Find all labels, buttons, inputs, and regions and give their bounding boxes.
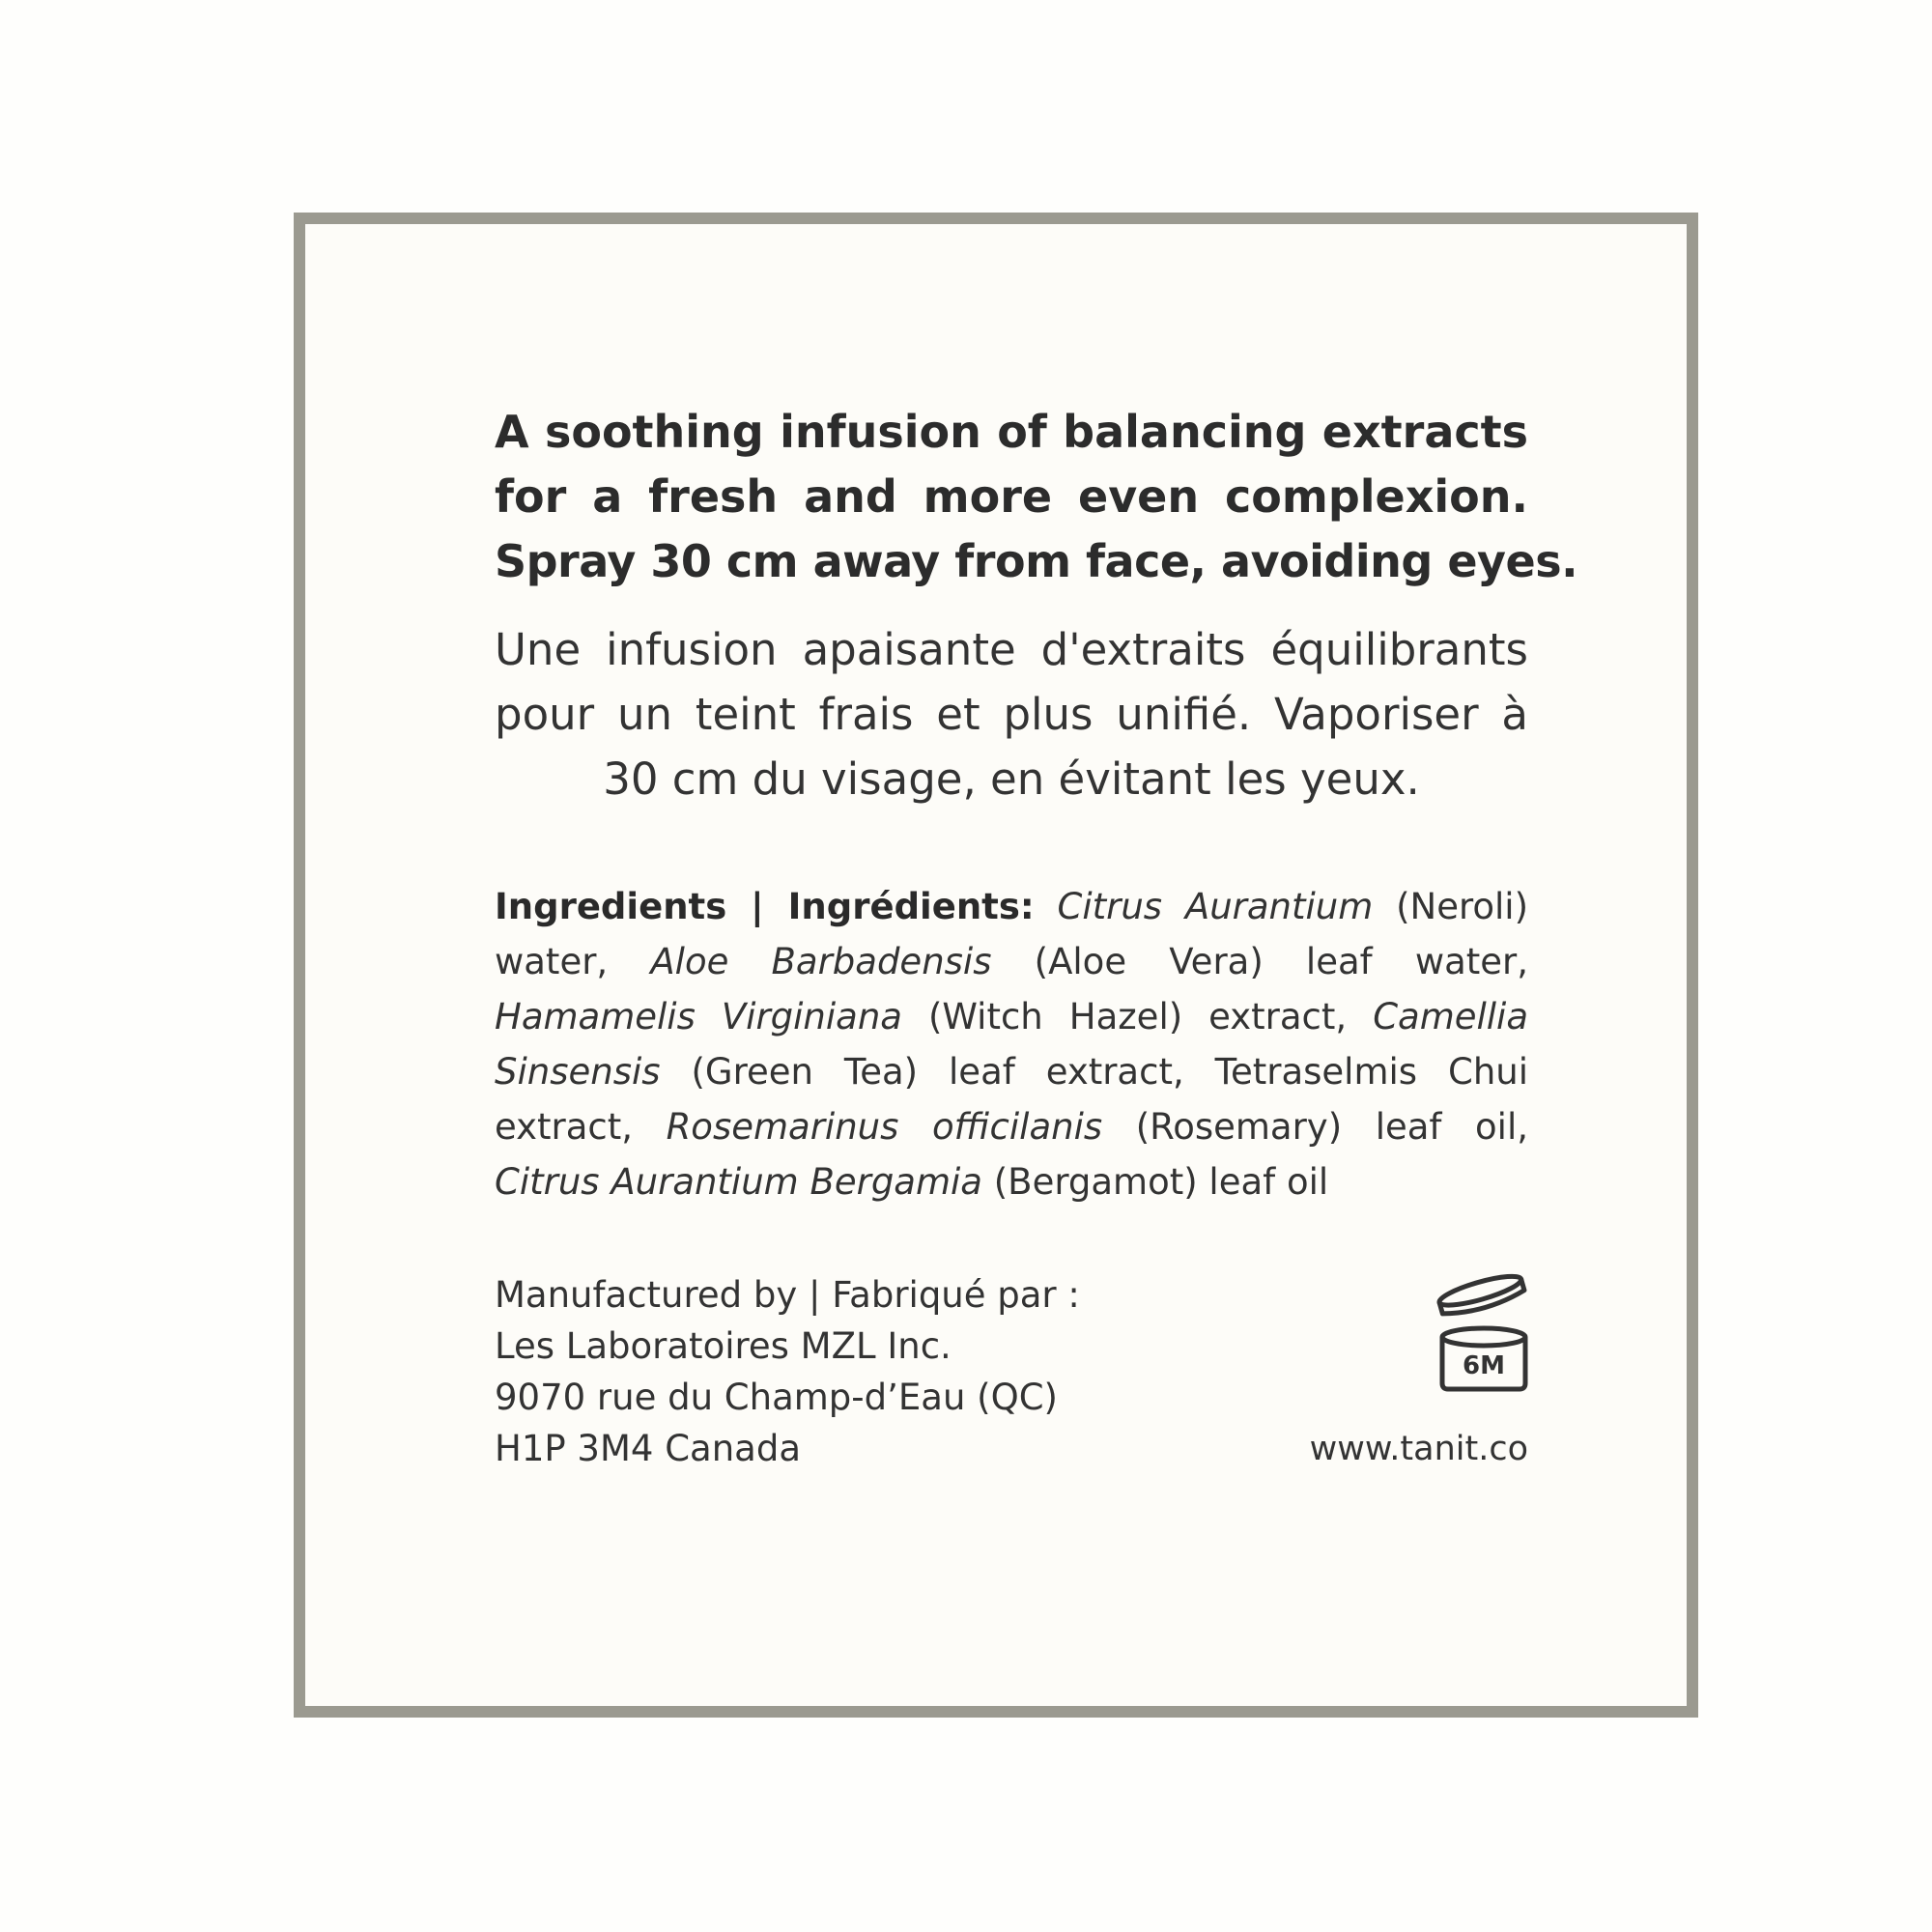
ingredient-common-name: (Neroli) bbox=[1396, 886, 1529, 927]
description-french bbox=[495, 617, 1528, 811]
ingredient-common-name: (Rosemary) leaf oil, bbox=[1135, 1106, 1528, 1148]
website-link[interactable]: www.tanit.co bbox=[1309, 1430, 1528, 1468]
description-english bbox=[495, 400, 1578, 594]
label-content bbox=[495, 400, 1578, 1209]
pao-period-label: 6M bbox=[1463, 1351, 1505, 1380]
ingredients-list bbox=[495, 879, 1528, 1209]
ingredient-text: extract, bbox=[495, 1106, 634, 1148]
ingredient-common-name: (Aloe Vera) leaf water, bbox=[1034, 941, 1529, 982]
manufacturer-street: 9070 rue du Champ-d’Eau (QC) bbox=[495, 1377, 1058, 1418]
manufacturer-block bbox=[495, 1269, 1080, 1474]
label-footer bbox=[495, 1269, 1528, 1492]
ingredient-common-name: (Witch Hazel) extract, bbox=[927, 996, 1348, 1037]
ingredient-latin-name: Citrus Aurantium bbox=[1057, 886, 1374, 927]
description-french-line-2: pour un teint frais et plus unifié. Vaporiser à bbox=[495, 689, 1528, 740]
ingredients-row bbox=[495, 934, 1528, 989]
description-english-line-3: Spray 30 cm away from face, avoiding eyes. bbox=[495, 535, 1578, 587]
ingredient-latin-name: Sinsensis bbox=[495, 1051, 661, 1093]
ingredient-text: water, bbox=[495, 941, 609, 982]
ingredients-row bbox=[495, 1099, 1528, 1154]
ingredients-heading: Ingredients | Ingrédients: bbox=[495, 886, 1035, 927]
ingredient-common-name: (Bergamot) leaf oil bbox=[993, 1161, 1329, 1203]
ingredients-row bbox=[495, 1044, 1528, 1099]
ingredients-row bbox=[495, 1154, 1528, 1209]
description-english-line-1: A soothing infusion of balancing extracts bbox=[495, 406, 1528, 458]
manufacturer-company: Les Laboratoires MZL Inc. bbox=[495, 1325, 952, 1367]
description-french-line-1: Une infusion apaisante d'extraits équilibrants bbox=[495, 624, 1528, 675]
description-french-line-3: 30 cm du visage, en évitant les yeux. bbox=[603, 753, 1420, 805]
ingredients-row bbox=[495, 879, 1528, 934]
ingredient-latin-name: Hamamelis Virginiana bbox=[495, 996, 902, 1037]
ingredient-latin-name: Rosemarinus officilanis bbox=[666, 1106, 1103, 1148]
ingredient-common-name: (Green Tea) leaf extract, Tetraselmis Chui bbox=[691, 1051, 1528, 1093]
manufacturer-label: Manufactured by | Fabriqué par : bbox=[495, 1274, 1080, 1316]
label-frame bbox=[294, 213, 1698, 1718]
ingredients-row bbox=[495, 989, 1528, 1044]
ingredient-latin-name: Citrus Aurantium Bergamia bbox=[495, 1161, 982, 1203]
open-jar-icon bbox=[1435, 1269, 1528, 1395]
description-english-line-2: for a fresh and more even complexion. bbox=[495, 470, 1528, 523]
ingredient-latin-name: Camellia bbox=[1373, 996, 1529, 1037]
manufacturer-postal: H1P 3M4 Canada bbox=[495, 1428, 801, 1469]
ingredient-latin-name: Aloe Barbadensis bbox=[650, 941, 992, 982]
